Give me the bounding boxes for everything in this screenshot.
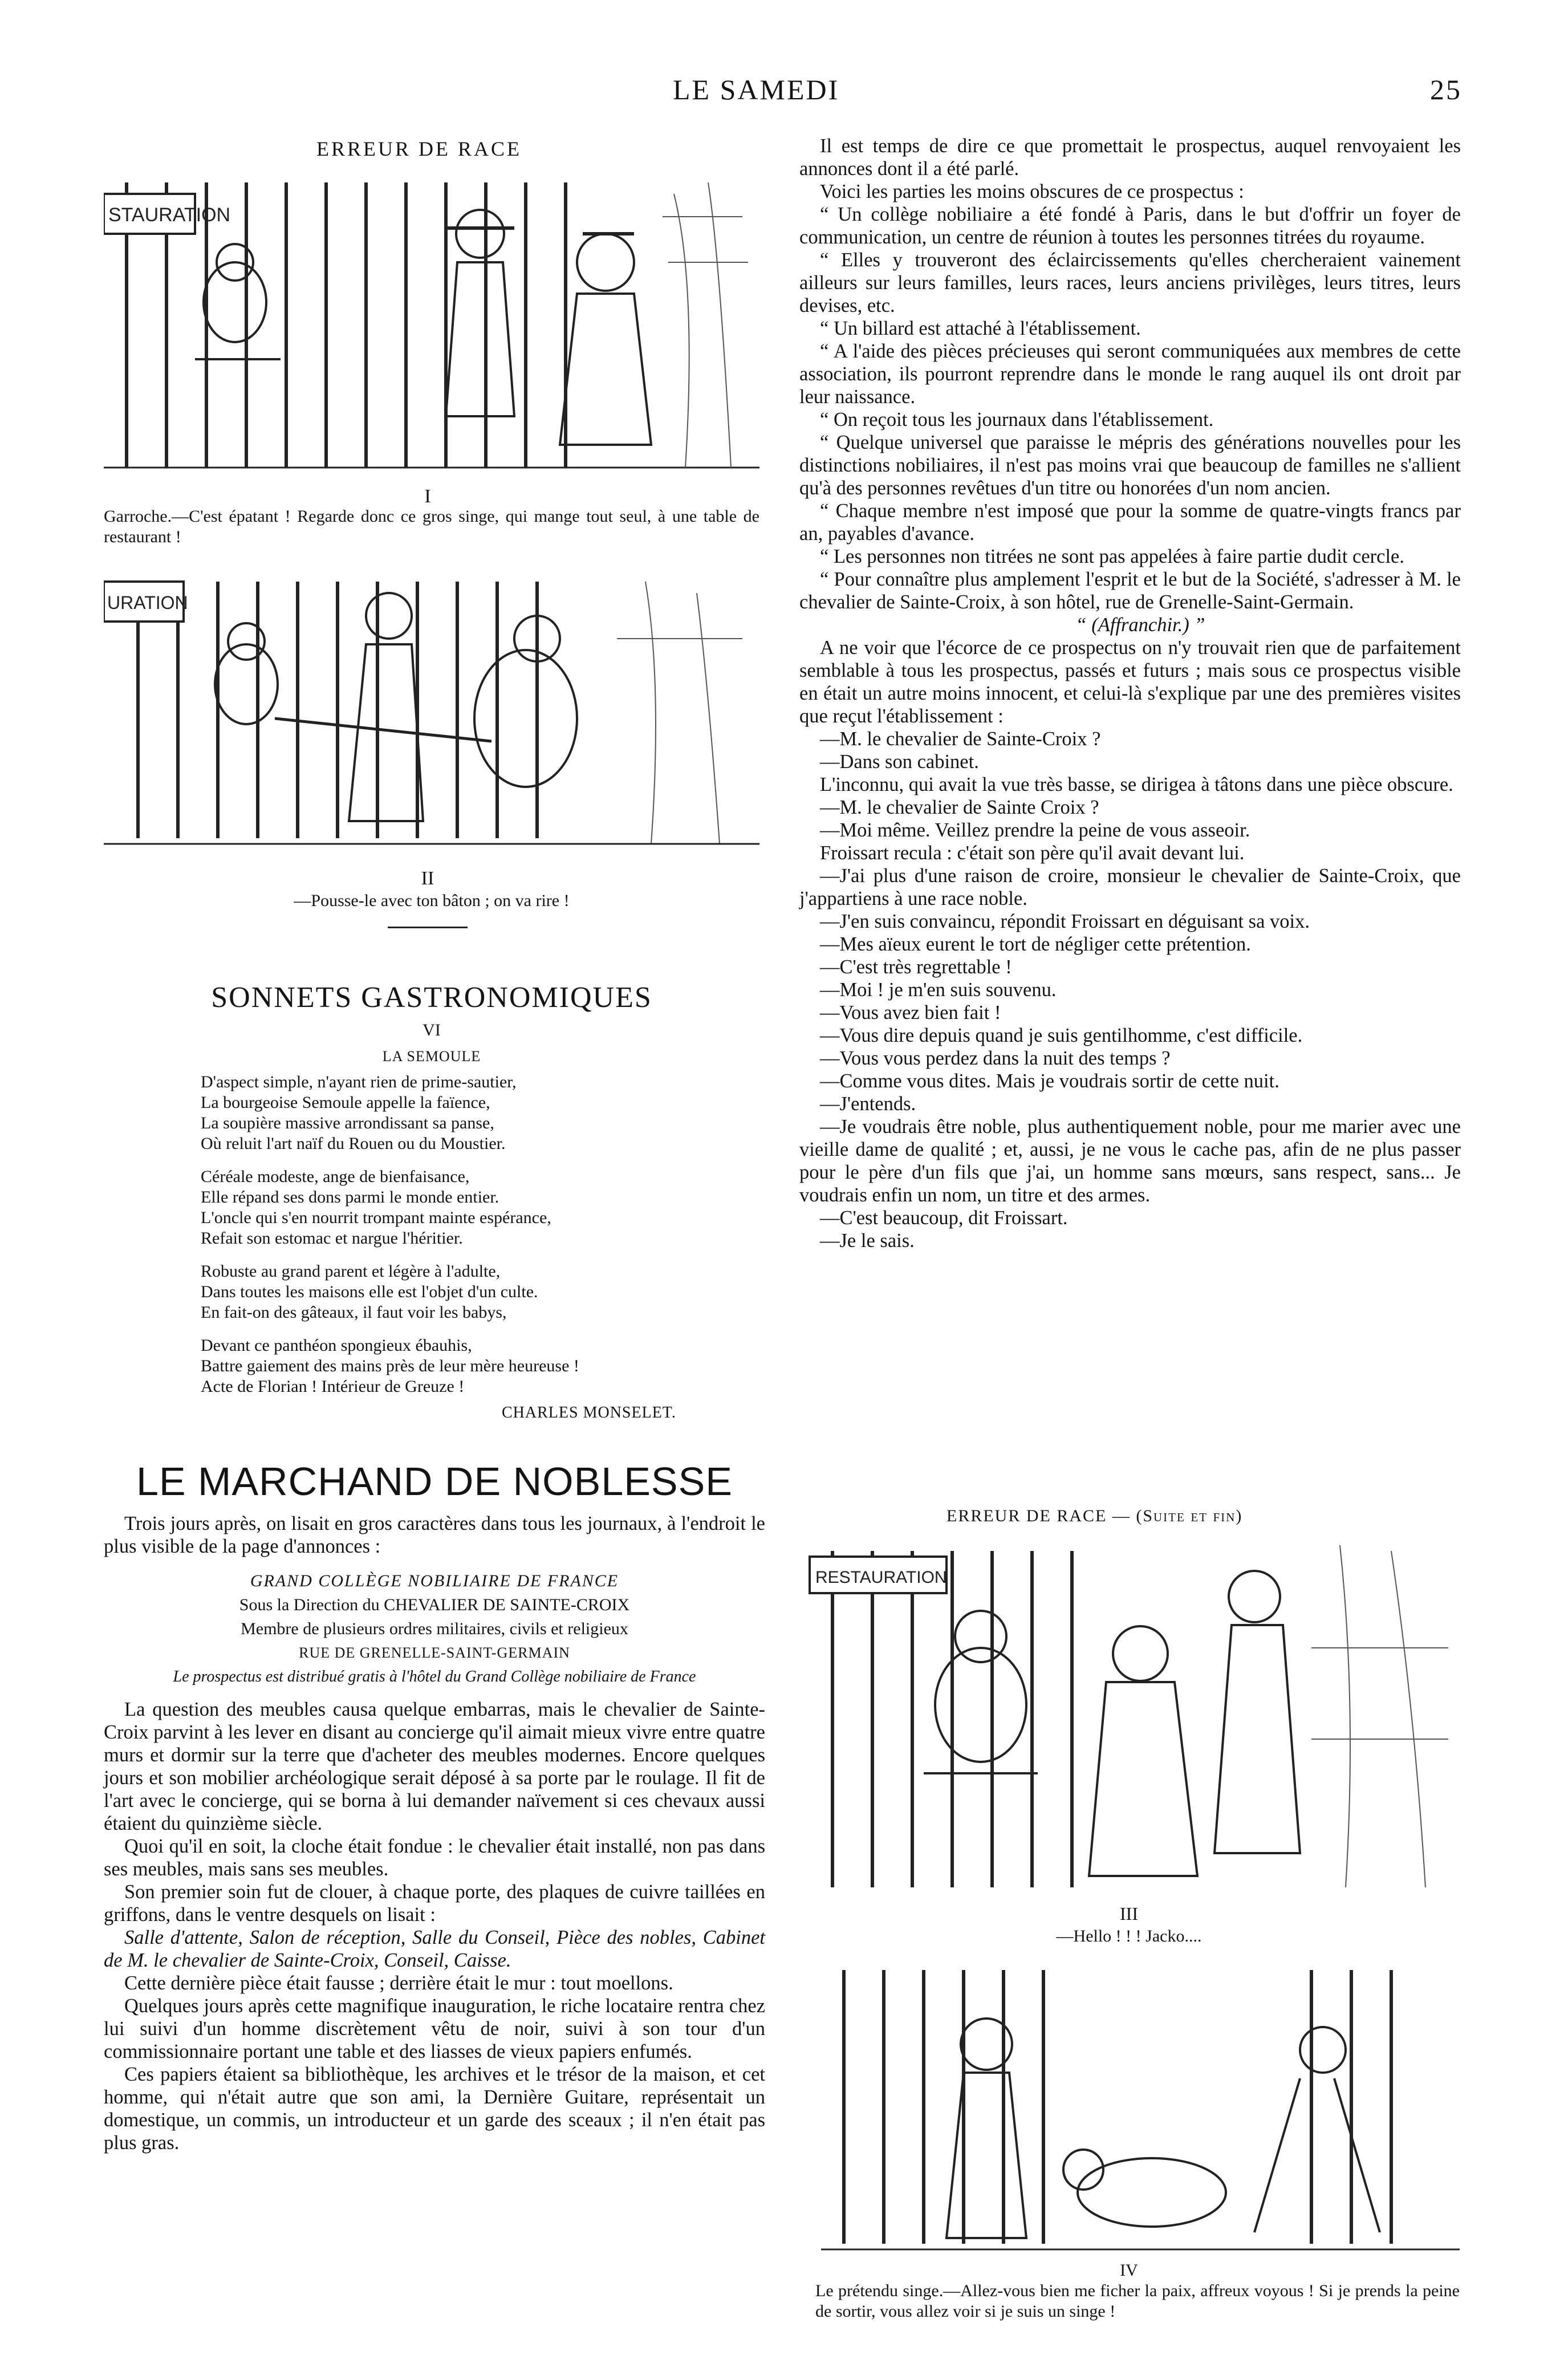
dialogue-line: —Vous avez bien fait !	[820, 1002, 1001, 1024]
dialogue-line: —Je le sais.	[820, 1230, 915, 1252]
paragraph: “ A l'aide des pièces précieuses qui seront communiquées aux membres de cette association, ils pourront reprendre dans le monde le rang auquel ils ont droit par leur naissance.	[799, 340, 1461, 408]
panel2-caption: —Pousse-le avec ton bâton ; on va rire !	[294, 891, 570, 910]
paragraph: “ On reçoit tous les journaux dans l'établissement.	[820, 409, 1214, 430]
paragraph: Son premier soin fut de clouer, à chaque porte, des plaques de cuivre taillées en griffons, dans le ventre desquels on lisait :	[104, 1881, 765, 1926]
paragraph: Quoi qu'il en soit, la cloche était fondue : le chevalier était installé, non pas dans ses meubles, mais sans ses meubles.	[104, 1835, 765, 1880]
page-header-title: LE SAMEDI	[673, 74, 840, 105]
sonnets-subtitle: LA SEMOULE	[382, 1048, 481, 1065]
dialogue-line: —Mes aïeux eurent le tort de négliger cette prétention.	[820, 933, 1251, 955]
panel1-caption: Garroche.—C'est épatant ! Regarde donc ce gros singe, qui mange tout seul, à une table de restaurant !	[104, 507, 759, 546]
erreur-suite-title: ERREUR DE RACE — (Suite et fin)	[946, 1506, 1243, 1525]
paragraph: “ Un collège nobiliaire a été fondé à Paris, dans le but d'offrir un foyer de communication, un centre de réunion à toutes les personnes titrées du royaume.	[799, 204, 1461, 248]
panel3-number: III	[1120, 1903, 1138, 1924]
dialogue-line: —Je voudrais être noble, plus authentiquement noble, pour me marier avec une vieille dame de qualité ; et, aussi, je ne vous le cache pas, afin de ne plus passer pour le père d'un fils que j'ai, un homme sans mœurs, sans respect, sans... Je voudrais enfin un nom, un titre et des armes.	[799, 1116, 1461, 1206]
ad-line-2: Sous la Direction du CHEVALIER DE SAINTE-CROIX	[239, 1595, 630, 1614]
page-number: 25	[1430, 74, 1462, 105]
sonnet-body	[201, 1072, 714, 1410]
illustration-panel-4	[821, 1964, 1460, 2261]
sonnet-line: En fait-on des gâteaux, il faut voir les babys,	[201, 1303, 507, 1322]
ad-line-1: GRAND COLLÈGE NOBILIAIRE DE FRANCE	[250, 1571, 619, 1590]
paragraph: L'inconnu, qui avait la vue très basse, se dirigea à tâtons dans une pièce obscure.	[820, 774, 1453, 795]
paragraph: La question des meubles causa quelque embarras, mais le chevalier de Sainte-Croix parvint à les lever en disant au concierge qu'il aimait mieux vivre entre quatre murs et dormir sur la terre que d'acheter des meubles modernes. Encore quelques jours et son mobilier archéologique serait déposé à sa porte par le roulage. Il fit de l'art avec le concierge, qui se borna à lui demander naïvement si ces chevaux aussi étaient du quinzième siècle.	[104, 1699, 765, 1834]
paragraph: Trois jours après, on lisait en gros caractères dans tous les journaux, à l'endroit le plus visible de la page d'annonces :	[104, 1513, 765, 1557]
panel1-sign-text: STAURATION	[108, 204, 231, 226]
paragraph: Voici les parties les moins obscures de ce prospectus :	[820, 181, 1244, 202]
illustration-panel-2	[104, 570, 759, 867]
sonnets-number: VI	[423, 1021, 441, 1039]
ad-line-5: Le prospectus est distribué gratis à l'hôtel du Grand Collège nobiliaire de France	[173, 1668, 696, 1686]
rooms-list: Salle d'attente, Salon de réception, Salle du Conseil, Pièce des nobles, Cabinet de M. le chevalier de Sainte-Croix, Conseil, Caisse.	[104, 1927, 765, 1971]
advertisement-block	[104, 1569, 765, 1689]
marchand-column	[104, 1512, 765, 1558]
panel3-caption: —Hello ! ! ! Jacko....	[1056, 1927, 1202, 1946]
panel3-sign-text: RESTAURATION	[815, 1568, 947, 1587]
sonnet-line: Devant ce panthéon spongieux ébauhis,	[201, 1336, 472, 1355]
sonnet-stanza-2	[201, 1167, 714, 1249]
paragraph: “ Un billard est attaché à l'établissement.	[820, 318, 1141, 339]
sonnet-author: CHARLES MONSELET.	[502, 1404, 676, 1421]
paragraph: “ Pour connaître plus amplement l'esprit et le but de la Société, s'adresser à M. le chevalier de Sainte-Croix, à son hôtel, rue de Grenelle-Saint-Germain.	[799, 568, 1461, 613]
paragraph: Ces papiers étaient sa bibliothèque, les archives et le trésor de la maison, et cet homme, qui n'était autre que son ami, la Dernière Guitare, représentait un domestique, un commis, un introducteur et un garde des sceaux ; il n'en était pas plus gras.	[104, 2064, 765, 2154]
paragraph: A ne voir que l'écorce de ce prospectus on n'y trouvait rien que de parfaitement semblable à tous les prospectus, passés et futurs ; mais sous ce prospectus visible en était un autre moins innocent, et celui-là s'explique par une des premières visites que reçut l'établissement :	[799, 637, 1461, 727]
sonnet-line: La bourgeoise Semoule appelle la faïence,	[201, 1093, 490, 1112]
sonnet-line: La soupière massive arrondissant sa panse,	[201, 1114, 494, 1132]
panel1-number: I	[424, 486, 431, 507]
sonnet-line: D'aspect simple, n'ayant rien de prime-sautier,	[201, 1073, 517, 1091]
panel2-sign-text: URATION	[107, 592, 188, 613]
prospectus-source: “ (Affranchir.) ”	[1075, 614, 1205, 636]
panel2-number: II	[421, 868, 434, 889]
sonnet-line: Refait son estomac et nargue l'héritier.	[201, 1229, 463, 1248]
paragraph: “ Quelque universel que paraisse le mépris des générations nouvelles pour les distinctions nobiliaires, il n'est pas moins vrai que beaucoup de familles ne s'allient qu'à des personnes revêtues d'un titre ou honorées d'un nom ancien.	[799, 432, 1461, 499]
paragraph: Cette dernière pièce était fausse ; derrière était le mur : tout moellons.	[124, 1972, 673, 1994]
illustration-panel-3	[798, 1534, 1460, 1899]
paragraph: “ Chaque membre n'est imposé que pour la somme de quatre-vingts francs par an, payables d'avance.	[799, 500, 1461, 545]
sonnet-line: Elle répand ses dons parmi le monde entier.	[201, 1188, 499, 1207]
sonnet-line: L'oncle qui s'en nourrit trompant mainte espérance,	[201, 1208, 551, 1227]
sonnet-line: Dans toutes les maisons elle est l'objet d'un culte.	[201, 1282, 538, 1301]
sonnet-line: Acte de Florian ! Intérieur de Greuze !	[201, 1377, 465, 1396]
dialogue-line: —J'en suis convaincu, répondit Froissart en déguisant sa voix.	[820, 911, 1310, 932]
sonnets-title: SONNETS GASTRONOMIQUES	[211, 981, 652, 1014]
dialogue-line: —Comme vous dites. Mais je voudrais sortir de cette nuit.	[820, 1070, 1279, 1092]
paragraph: “ Elles y trouveront des éclaircissements qu'elles chercheraient vainement ailleurs sur leurs familles, leurs races, leurs anciens privilèges, leurs titres, leurs devises, etc.	[799, 249, 1461, 316]
dialogue-line: —M. le chevalier de Sainte-Croix ?	[820, 728, 1101, 750]
dialogue-line: —Vous vous perdez dans la nuit des temps ?	[820, 1047, 1171, 1069]
sonnet-line: Où reluit l'art naïf du Rouen ou du Moustier.	[201, 1134, 506, 1153]
sonnet-stanza-3	[201, 1261, 714, 1323]
dialogue-line: —J'entends.	[820, 1093, 916, 1115]
marchand-body	[104, 1698, 765, 2154]
dialogue-line: —Dans son cabinet.	[820, 751, 979, 773]
sonnet-line: Battre gaiement des mains près de leur mère heureuse !	[201, 1356, 579, 1375]
dialogue-line: —Moi même. Veillez prendre la peine de vous asseoir.	[820, 819, 1250, 841]
illustration-panel-1	[104, 171, 759, 490]
ad-line-3: Membre de plusieurs ordres militaires, civils et religieux	[241, 1619, 628, 1638]
paragraph: Il est temps de dire ce que promettait le prospectus, auquel renvoyaient les annonces dont il a été parlé.	[799, 135, 1461, 180]
divider-rule-1	[388, 927, 468, 928]
paragraph: “ Les personnes non titrées ne sont pas appelées à faire partie dudit cercle.	[820, 546, 1404, 567]
sonnet-line: Robuste au grand parent et légère à l'adulte,	[201, 1262, 501, 1281]
dialogue-line: —Moi ! je m'en suis souvenu.	[820, 979, 1057, 1001]
ad-line-4: RUE DE GRENELLE-SAINT-GERMAIN	[299, 1644, 570, 1661]
dialogue-line: —C'est beaucoup, dit Froissart.	[820, 1207, 1068, 1229]
dialogue-line: —Vous dire depuis quand je suis gentilhomme, c'est difficile.	[820, 1025, 1303, 1046]
paragraph: Quelques jours après cette magnifique inauguration, le riche locataire rentra chez lui suivi d'un homme discrètement vêtu de noir, suivi à son tour d'un commissionnaire portant une table et des liasses de vieux papiers enfumés.	[104, 1995, 765, 2062]
paragraph: Froissart recula : c'était son père qu'il avait devant lui.	[820, 842, 1245, 864]
erreur-de-race-title: ERREUR DE RACE	[316, 137, 522, 160]
dialogue-line: —J'ai plus d'une raison de croire, monsieur le chevalier de Sainte-Croix, que j'appartiens à une race noble.	[799, 865, 1461, 909]
sonnet-stanza-4	[201, 1335, 714, 1397]
dialogue-line: —M. le chevalier de Sainte Croix ?	[820, 797, 1099, 818]
sonnet-stanza-1	[201, 1072, 714, 1154]
sonnet-line: Céréale modeste, ange de bienfaisance,	[201, 1167, 470, 1186]
panel4-number: IV	[1120, 2261, 1138, 2280]
marchand-title: LE MARCHAND DE NOBLESSE	[136, 1459, 733, 1504]
panel4-caption: Le prétendu singe.—Allez-vous bien me ficher la paix, affreux voyous ! Si je prends la peine de sortir, vous allez voir si je suis un singe !	[815, 2281, 1460, 2321]
prospectus-column	[799, 135, 1461, 1252]
dialogue-line: —C'est très regrettable !	[820, 956, 1012, 978]
